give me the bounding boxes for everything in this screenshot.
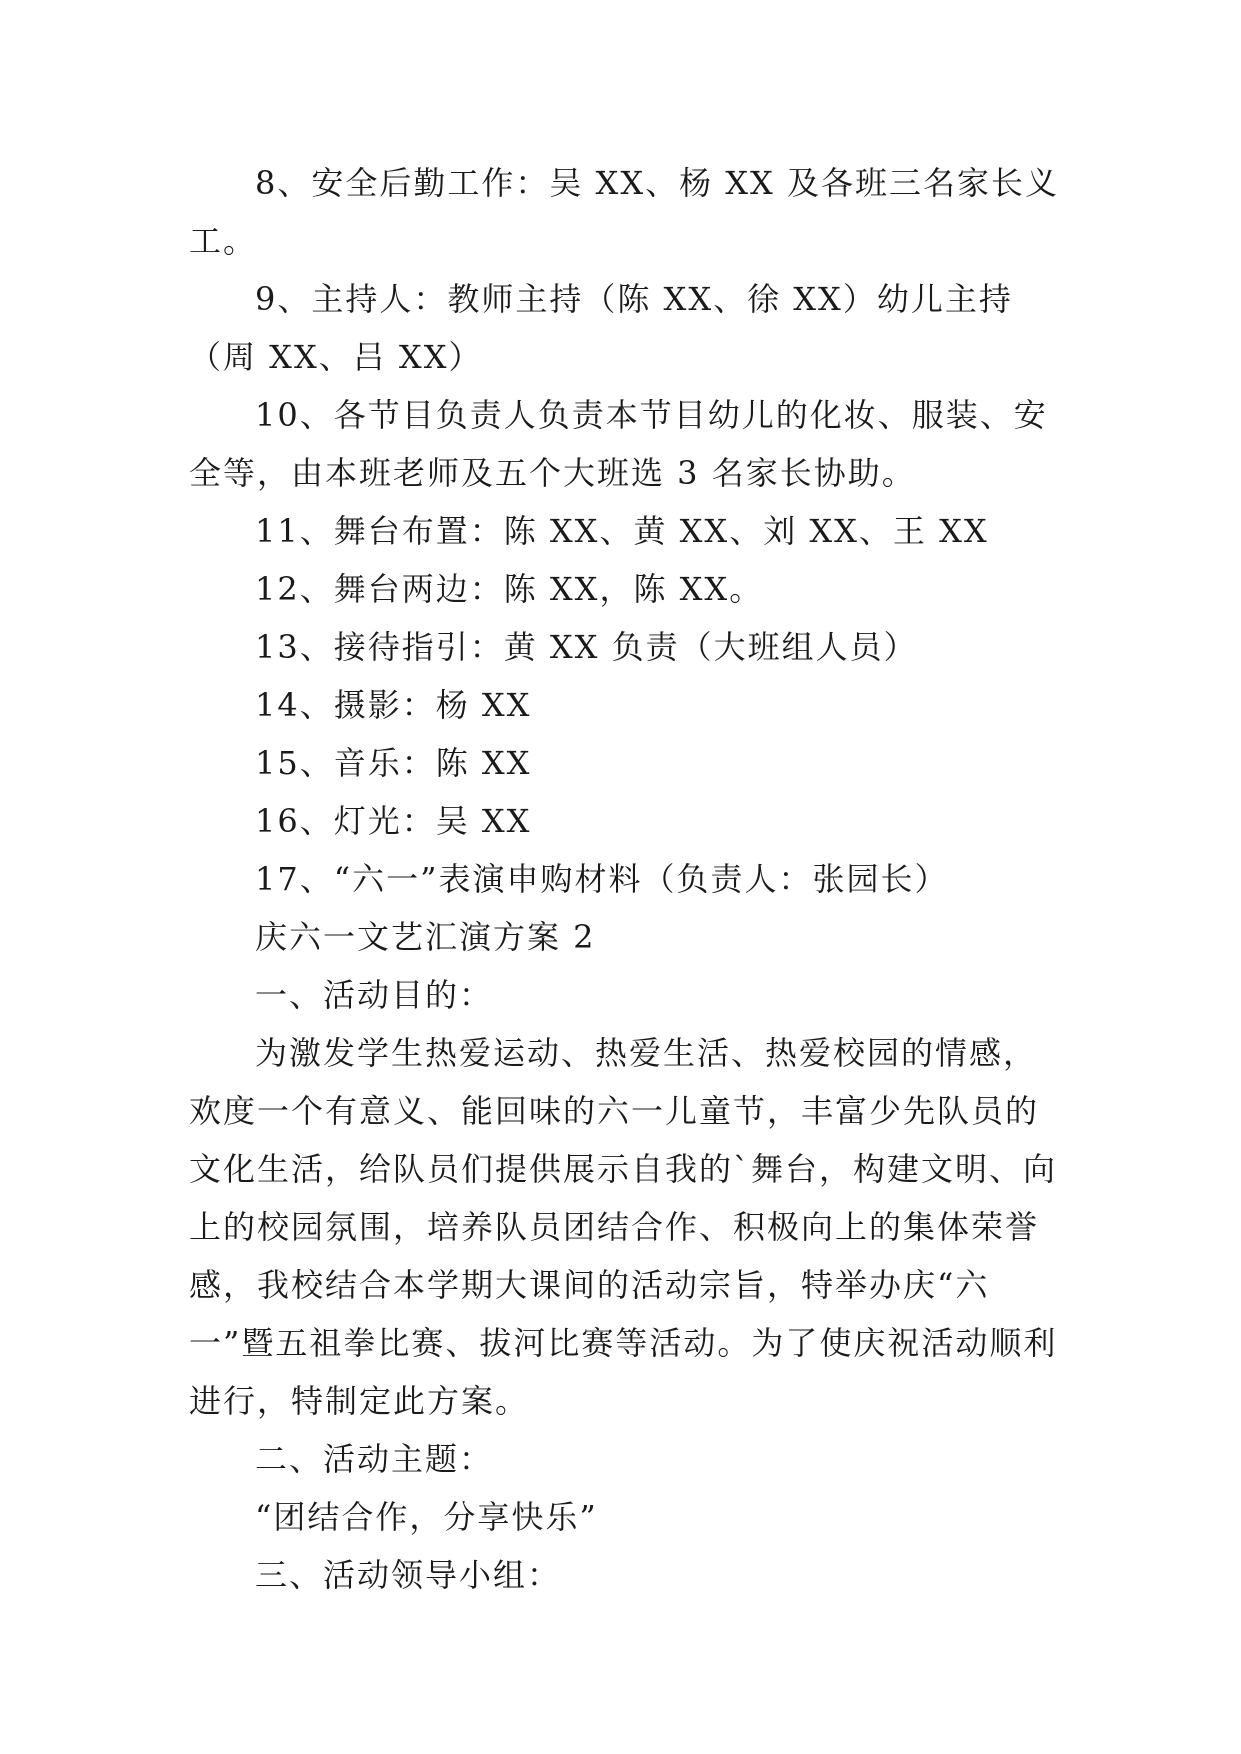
heading-activity-purpose: 一、活动目的： [255,976,494,1014]
paragraph-materials: 17、“六一”表演申购材料（负责人：张园长） [255,860,949,898]
paragraph-stage-setup: 11、舞台布置：陈 XX、黄 XX、刘 XX、王 XX [255,512,989,550]
paragraph-photography: 14、摄影：杨 XX [255,686,532,724]
paragraph-reception: 13、接待指引：黄 XX 负责（大班组人员） [255,628,918,666]
document-body [189,154,1069,1604]
paragraph-activity-theme: “团结合作，分享快乐” [255,1498,598,1536]
paragraph-stage-sides: 12、舞台两边：陈 XX，陈 XX。 [255,570,764,608]
paragraph-safety-logistics: 8、安全后勤工作：吴 XX、杨 XX 及各班三名家长义工。 [189,164,1060,260]
paragraph-program-leads: 10、各节目负责人负责本节目幼儿的化妆、服装、安全等，由本班老师及五个大班选 3 名家长协助。 [189,396,1048,492]
heading-activity-theme: 二、活动主题： [255,1440,494,1478]
paragraph-lighting: 16、灯光：吴 XX [255,802,532,840]
heading-leadership-group: 三、活动领导小组： [255,1556,562,1594]
section-title-plan-2: 庆六一文艺汇演方案 2 [255,918,596,956]
paragraph-music: 15、音乐：陈 XX [255,744,532,782]
paragraph-activity-purpose: 为激发学生热爱运动、热爱生活、热爱校园的情感，欢度一个有意义、能回味的六一儿童节，丰富少先队员的文化生活，给队员们提供展示自我的`舞台，构建文明、向上的校园氛围，培养队员团结合作、积极向上的集体荣誉感，我校结合本学期大课间的活动宗旨，特举办庆“六一”暨五祖拳比赛、拔河比赛等活动。为了使庆祝活动顺利进行，特制定此方案。 [189,1034,1058,1420]
paragraph-hosts: 9、主持人：教师主持（陈 XX、徐 XX）幼儿主持（周 XX、吕 XX） [189,280,1013,376]
